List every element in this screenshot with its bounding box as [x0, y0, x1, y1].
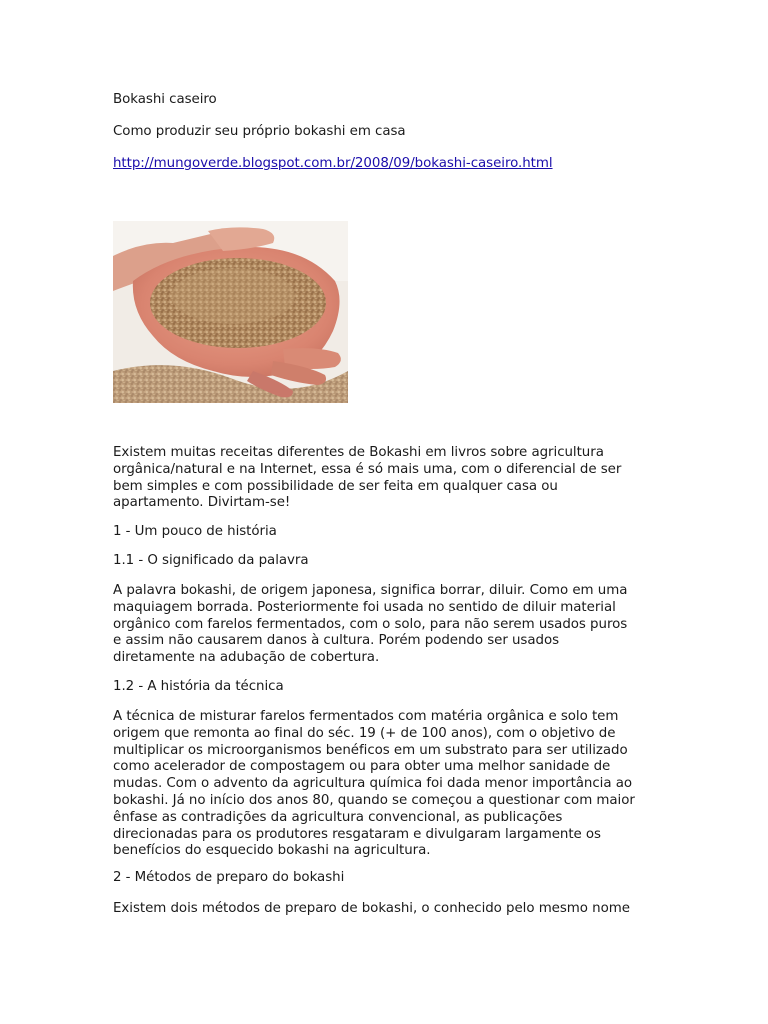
text-line: diretamente na adubação de cobertura. [113, 650, 380, 666]
text-line: bokashi. Já no início dos anos 80, quando se começou a questionar com maior [113, 792, 635, 808]
document-subtitle: Como produzir seu próprio bokashi em casa [113, 124, 406, 139]
intro-paragraph [113, 445, 621, 512]
text-line: mudas. Com o advento da agricultura química foi dada menor importância ao [113, 776, 633, 792]
text-line: orgânico com farelos fermentados, com o solo, para não serem usados puros [113, 616, 628, 632]
text-line: e assim não causarem danos à cultura. Porém podendo ser usados [113, 633, 560, 649]
text-line: apartamento. Divirtam-se! [113, 495, 291, 511]
text-line: bem simples e com possibilidade de ser feita em qualquer casa ou [113, 478, 558, 494]
text-line: A palavra bokashi, de origem japonesa, significa borrar, diluir. Como em uma [113, 583, 628, 598]
text-line: maquiagem borrada. Posteriormente foi usada no sentido de diluir material [113, 599, 616, 615]
text-line: direcionadas para os produtores resgataram e divulgaram largamente os [113, 826, 601, 842]
methods-paragraph [113, 901, 630, 918]
section-heading-1-2: 1.2 - A história da técnica [113, 679, 284, 694]
section-heading-1: 1 - Um pouco de história [113, 524, 277, 539]
meaning-paragraph [113, 583, 627, 667]
text-line: Existem dois métodos de preparo de bokashi, o conhecido pelo mesmo nome [113, 901, 630, 916]
history-paragraph [113, 709, 635, 860]
source-link[interactable]: http://mungoverde.blogspot.com.br/2008/09/bokashi-caseiro.html [113, 156, 553, 171]
document-title: Bokashi caseiro [113, 92, 217, 107]
text-line: origem que remonta ao final do séc. 19 (+ de 100 anos), com o objetivo de [113, 725, 616, 741]
text-line: A técnica de misturar farelos fermentados com matéria orgânica e solo tem [113, 709, 619, 724]
text-line: ênfase as contradições da agricultura convencional, as publicações [113, 809, 563, 825]
text-line: como acelerador de compostagem ou para obter uma melhor sanidade de [113, 759, 611, 775]
section-heading-2: 2 - Métodos de preparo do bokashi [113, 870, 345, 885]
section-heading-1-1: 1.1 - O significado da palavra [113, 553, 309, 568]
text-line: orgânica/natural e na Internet, essa é só mais uma, com o diferencial de ser [113, 461, 622, 477]
text-line: multiplicar os microorganismos benéficos em um substrato para ser utilizado [113, 742, 628, 758]
text-line: Existem muitas receitas diferentes de Bokashi em livros sobre agricultura [113, 445, 604, 460]
text-line: benefícios do esquecido bokashi na agricultura. [113, 843, 431, 859]
bokashi-hand-photo [113, 221, 348, 403]
